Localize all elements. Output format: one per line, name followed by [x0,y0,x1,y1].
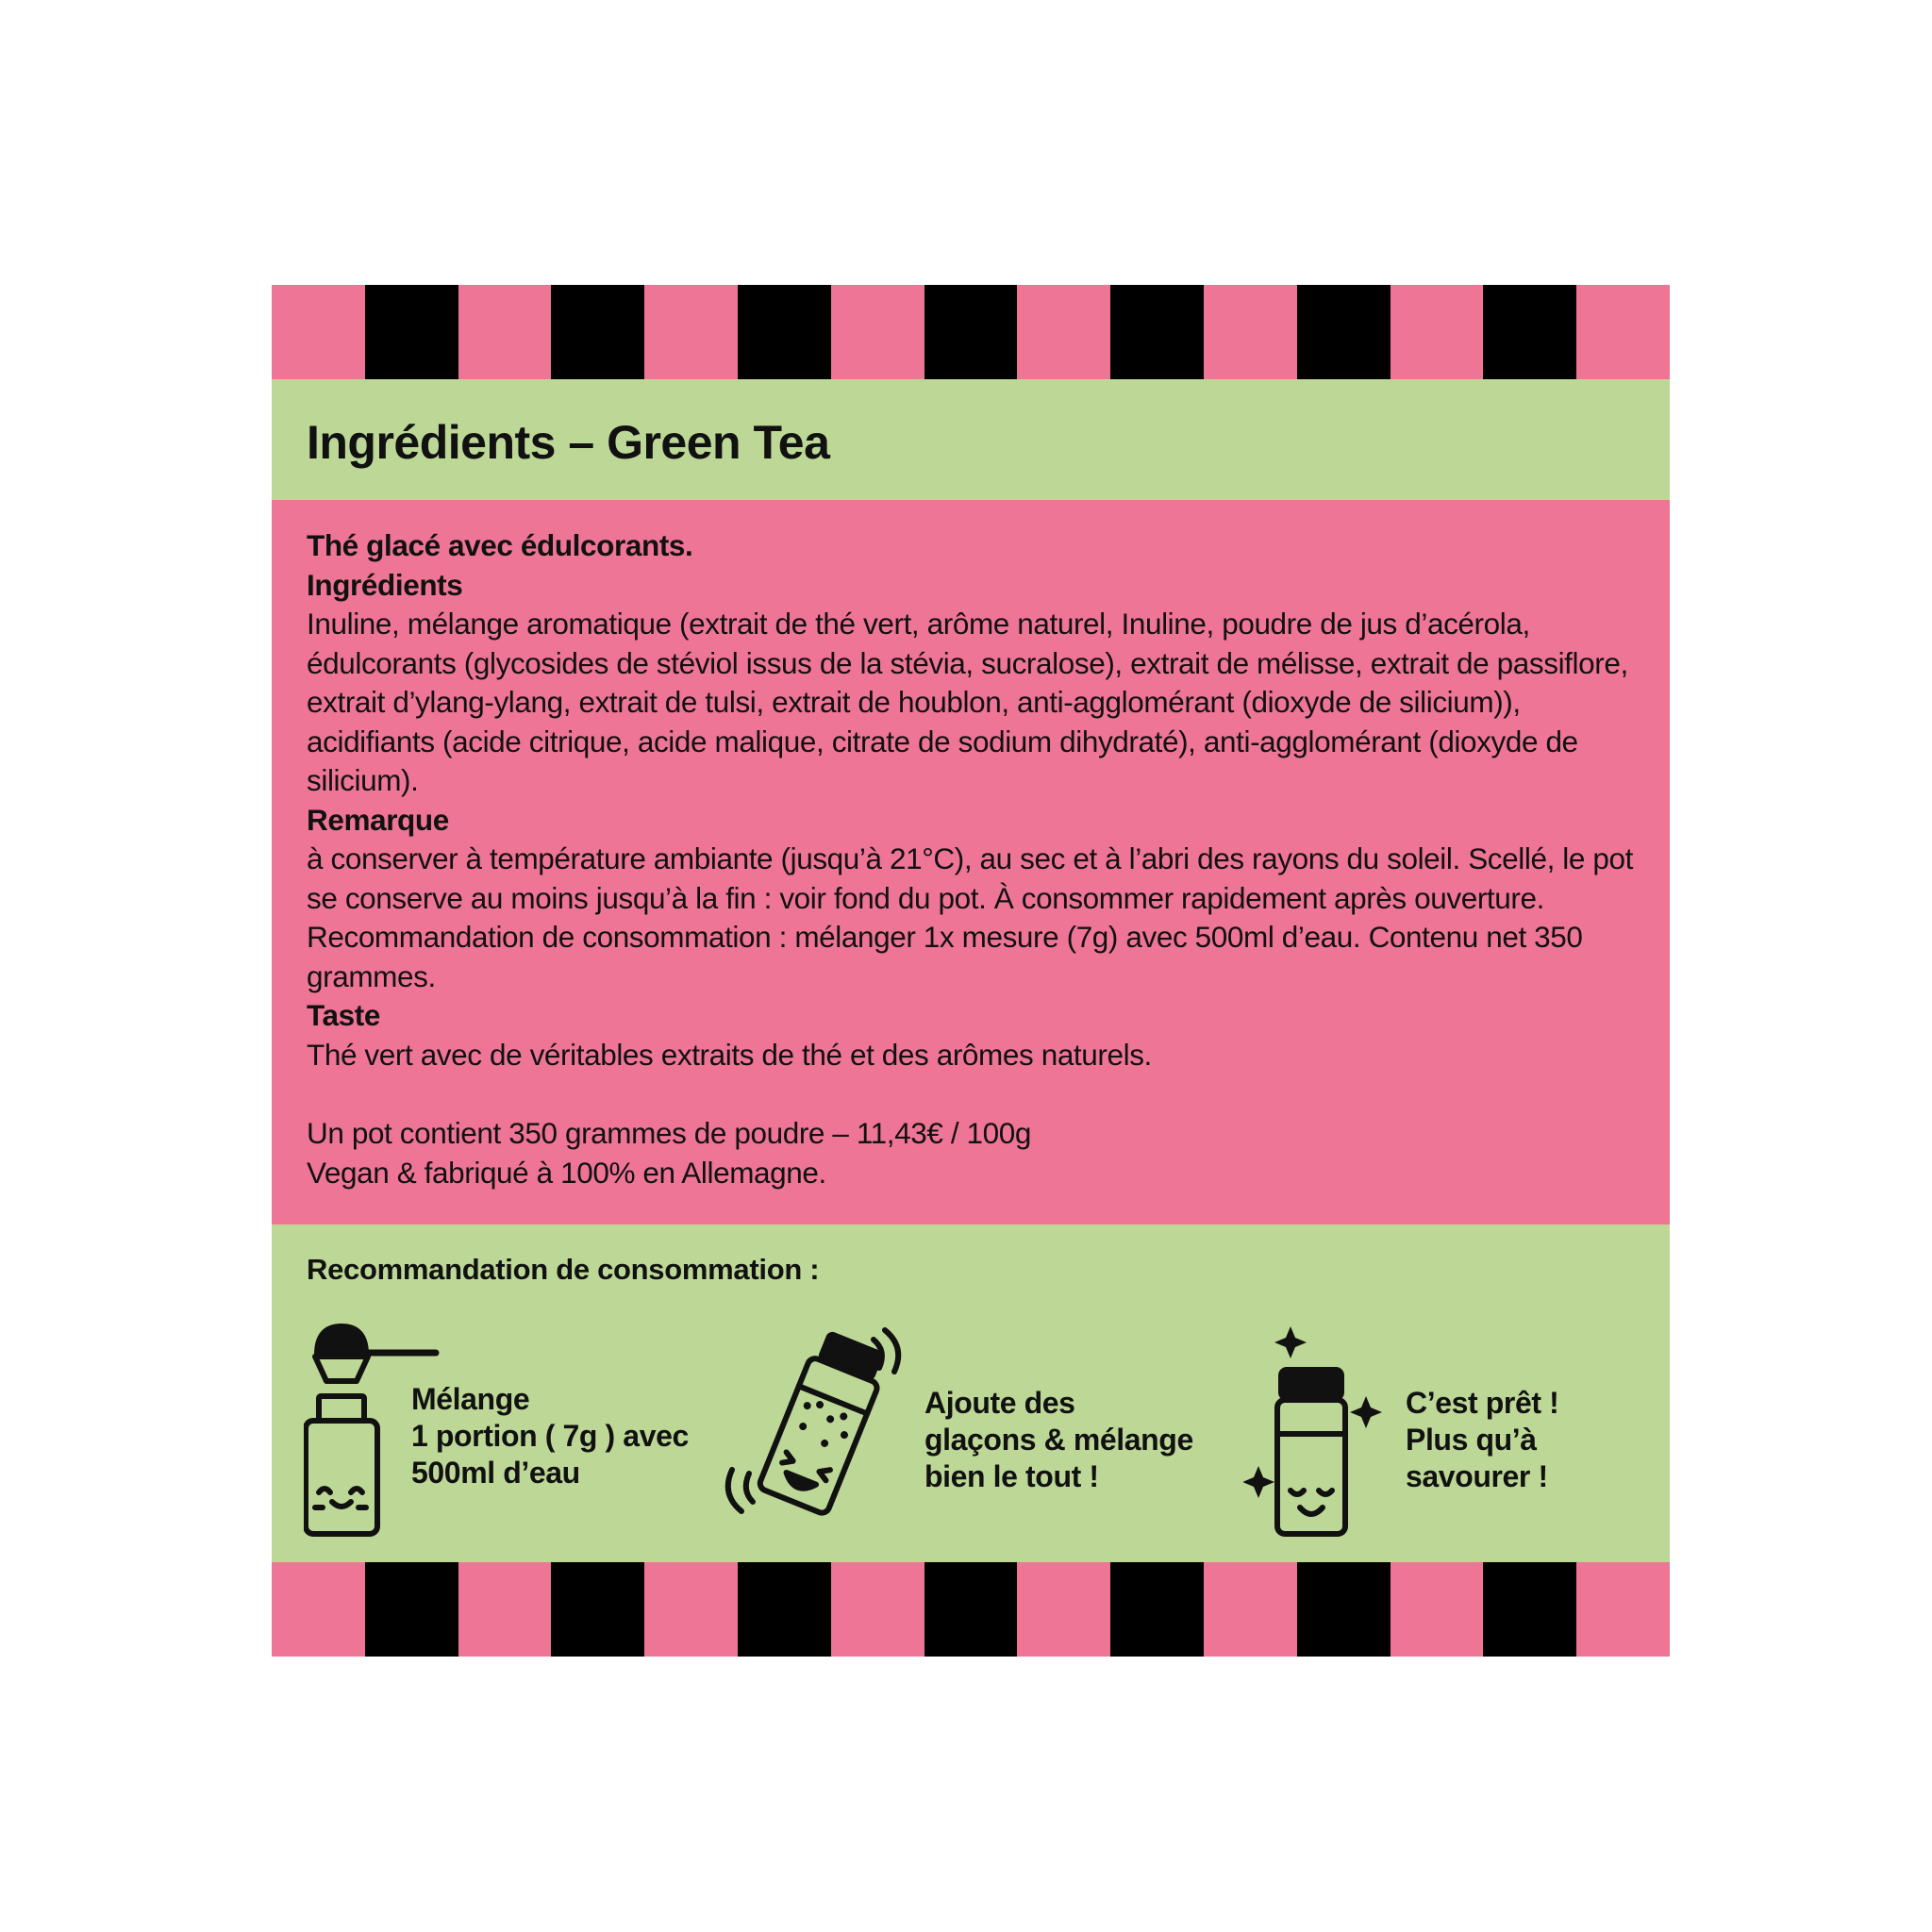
page-title: Ingrédients – Green Tea [307,416,830,469]
product-intro: Thé glacé avec édulcorants. [307,528,693,562]
section-heading-taste: Taste [307,998,380,1032]
section-body-taste: Thé vert avec de véritables extraits de thé et des arômes naturels. [307,1037,1152,1072]
section-body-ingredients: Inuline, mélange aromatique (extrait de thé vert, arôme naturel, Inuline, poudre de jus d’acérola, édulcorants (glycosides de stéviol issus de la stévia, sucralose), extrait de mélisse, extrait de passiflore, extrait d’ylang-ylang, extrait de tulsi, extrait de houblon, anti-agglomérant (dioxyde de silicium)), acidifiants (acide citrique, acide malique, citrate de sodium dihydraté), anti-agglomérant (dioxyde de silicium). [307,607,1628,797]
title-band [272,379,1670,500]
product-label-card [272,285,1670,1657]
step-text-2: Ajoute des glaçons & mélange bien le tout ! [924,1386,1193,1493]
recommendation-panel [272,1224,1670,1562]
section-heading-remarque: Remarque [307,802,449,837]
step-text-1: Mélange 1 portion ( 7g ) avec 500ml d’eau [411,1382,689,1490]
recommendation-title: Recommandation de consommation : [307,1253,820,1286]
vegan-origin-line: Vegan & fabriqué à 100% en Allemagne. [307,1155,826,1190]
step-text-3: C’est prêt ! Plus qu’à savourer ! [1406,1386,1559,1493]
sparkling-bottle-icon [1243,1323,1385,1540]
section-body-remarque: à conserver à température ambiante (jusqu’à 21°C), au sec et à l’abri des rayons du soleil. Scellé, le pot se conserve au moins jusqu’à la fin : voir fond du pot. À consommer rapidement après ouverture. Recommandation de consommation : mélanger 1x mesure (7g) avec 500ml d’eau. Contenu net 350 grammes. [307,841,1633,993]
content-price-line: Un pot contient 350 grammes de poudre – 11,43€ / 100g [307,1116,1032,1150]
top-checker-stripe [272,285,1670,379]
ingredients-panel [272,500,1670,1224]
bottom-checker-stripe [272,1562,1670,1657]
shaking-bottle-icon [715,1326,913,1538]
section-heading-ingredients: Ingrédients [307,567,463,602]
ingredients-content [307,526,1646,1192]
